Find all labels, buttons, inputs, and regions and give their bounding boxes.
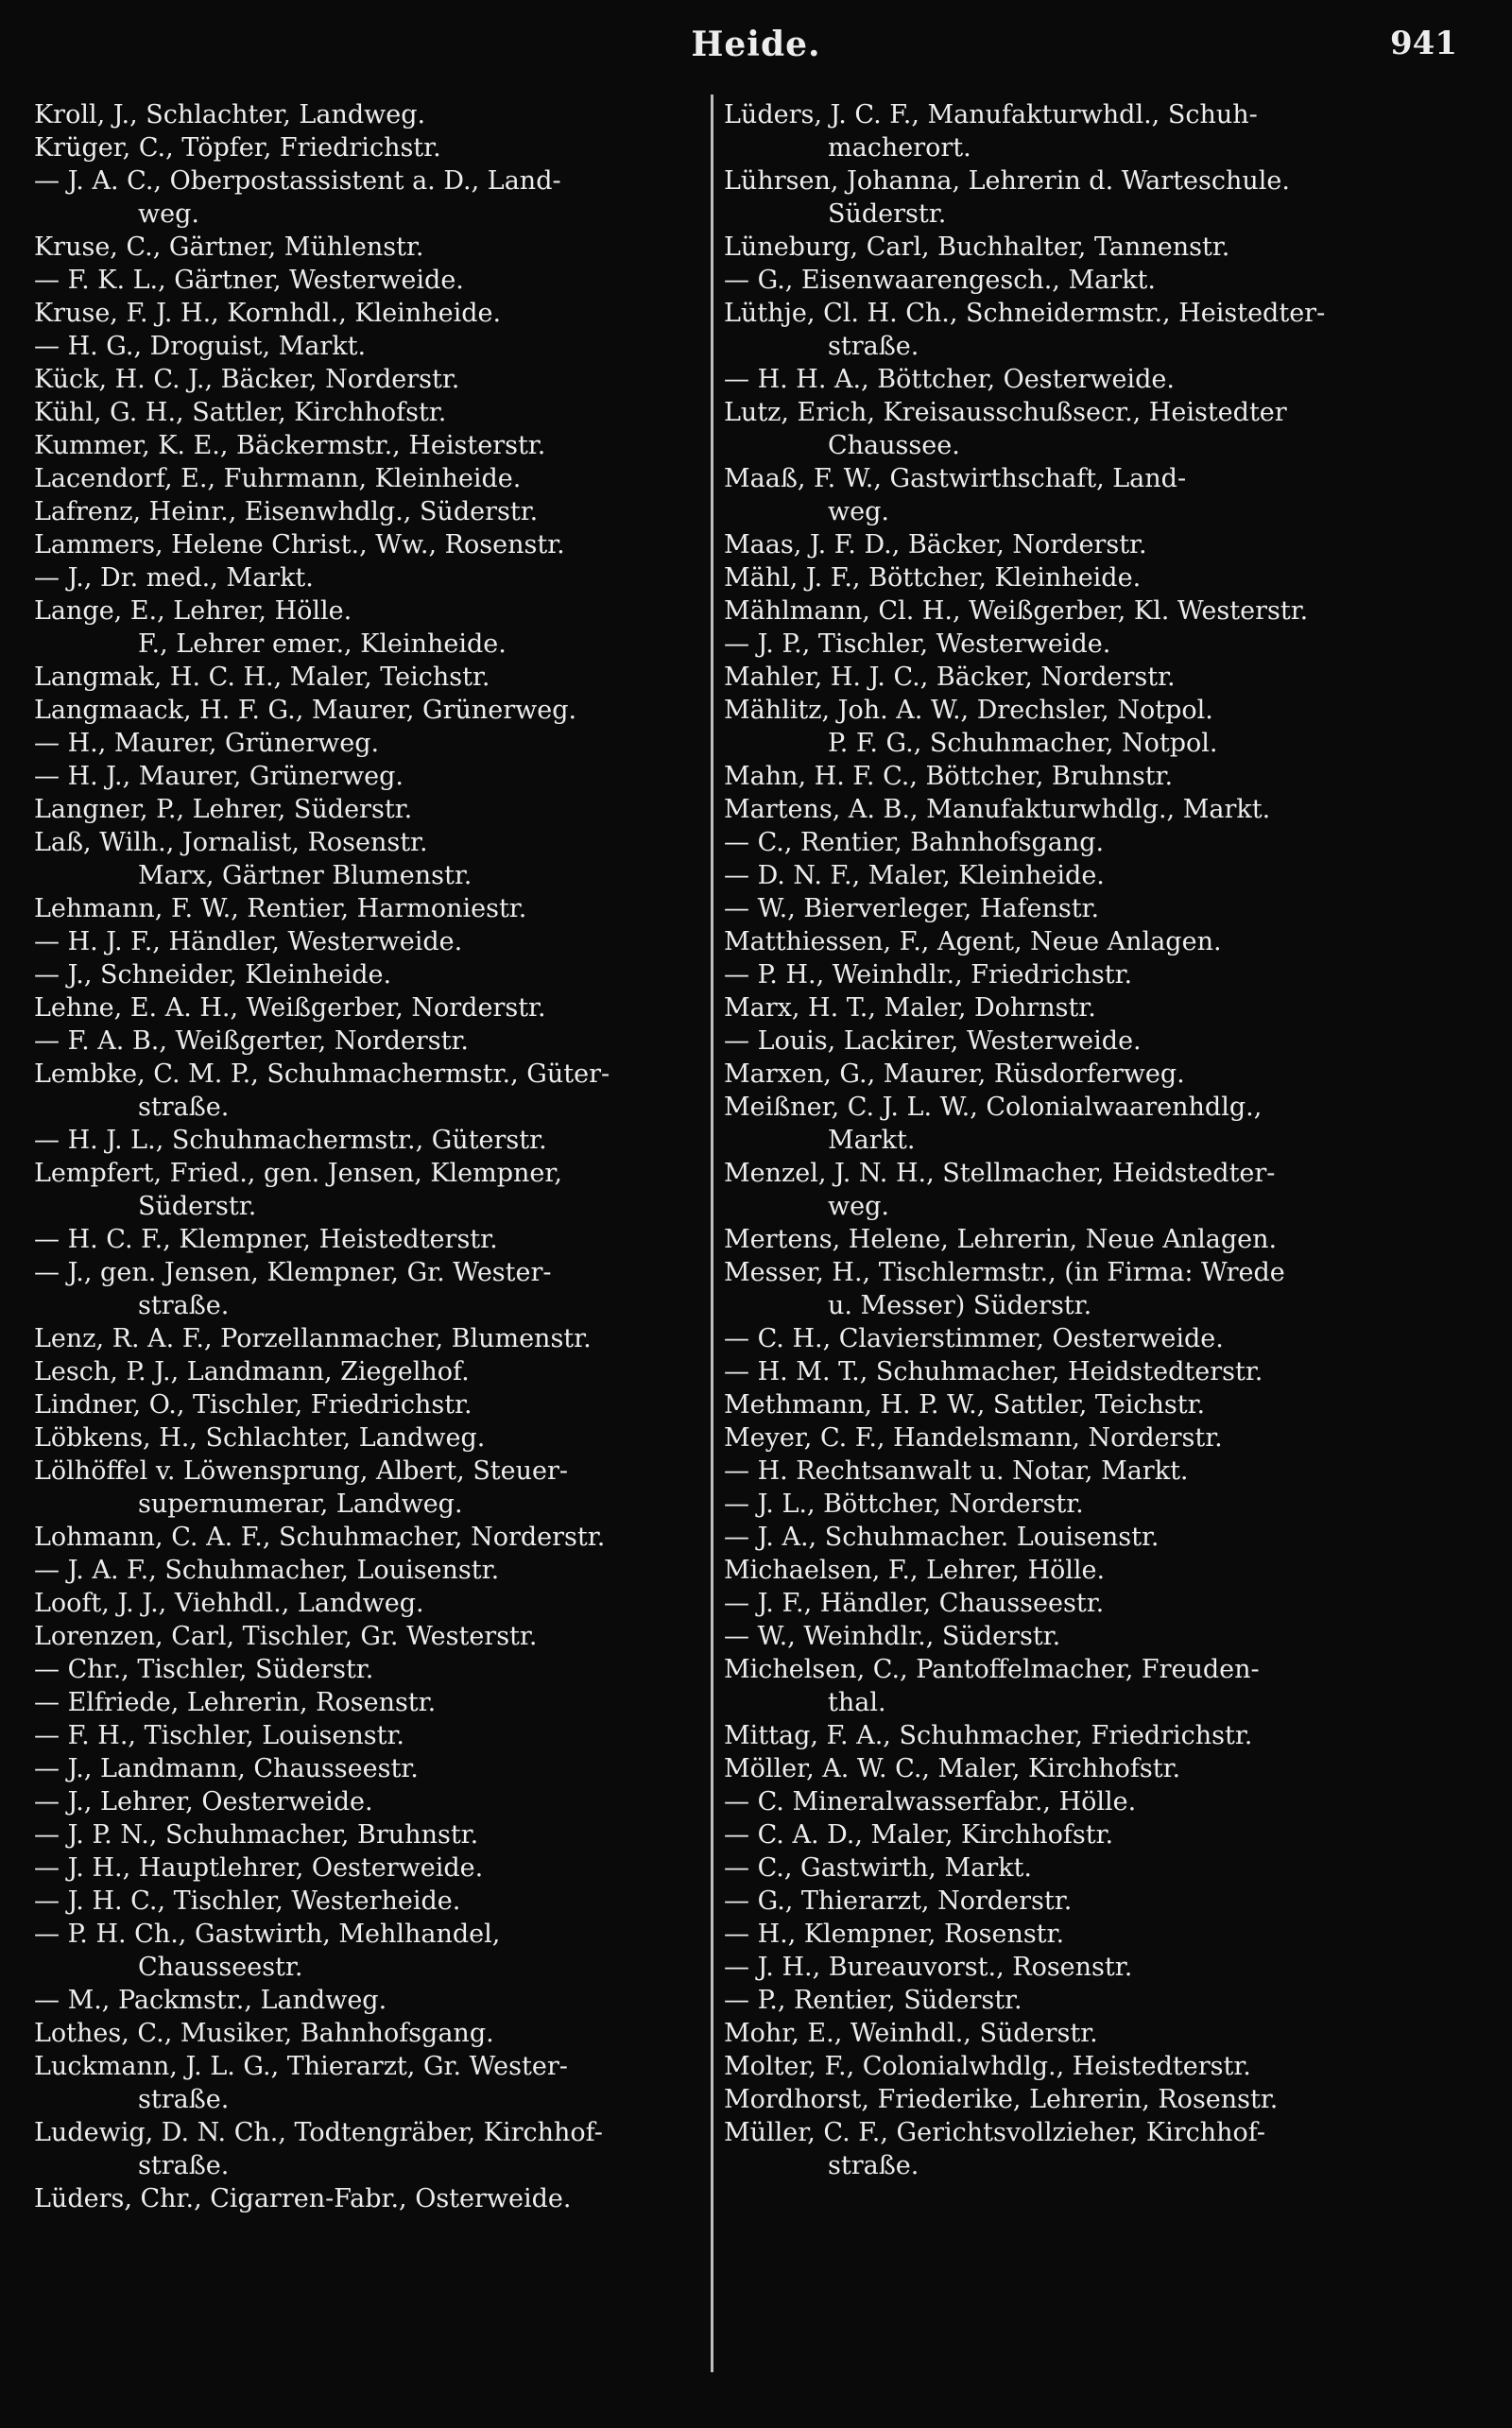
directory-entry-line: — J., Landmann, Chausseestr. <box>34 1754 419 1783</box>
directory-entry-line: Mahn, H. F. C., Böttcher, Bruhnstr. <box>724 762 1174 791</box>
directory-entry-line: Lenz, R. A. F., Porzellanmacher, Blumenstr. <box>34 1324 592 1353</box>
directory-entry-line: Messer, H., Tischlermstr., (in Firma: Wrede <box>724 1258 1285 1287</box>
directory-entry-line: Luckmann, J. L. G., Thierarzt, Gr. Wester- <box>34 2052 568 2081</box>
directory-entry-line: — J. P. N., Schuhmacher, Bruhnstr. <box>34 1820 479 1850</box>
directory-entry-line: Lacendorf, E., Fuhrmann, Kleinheide. <box>34 464 522 493</box>
directory-entry-line: — D. N. F., Maler, Kleinheide. <box>724 861 1105 890</box>
directory-entry-line: Mohr, E., Weinhdl., Süderstr. <box>724 2019 1098 2048</box>
directory-entry-line: — J. L., Böttcher, Norderstr. <box>724 1490 1084 1519</box>
directory-entry-line: Mählitz, Joh. A. W., Drechsler, Notpol. <box>724 696 1213 725</box>
directory-entry-line: — H. J., Maurer, Grünerweg. <box>34 762 404 791</box>
directory-entry-line: — J., Schneider, Kleinheide. <box>34 960 392 990</box>
directory-entry-line: — M., Packmstr., Landweg. <box>34 1986 387 2015</box>
directory-entry-line: Langmak, H. C. H., Maler, Teichstr. <box>34 663 490 692</box>
directory-entry-line: Kück, H. C. J., Bäcker, Norderstr. <box>34 365 460 394</box>
directory-entry-line: Lohmann, C. A. F., Schuhmacher, Norderstr. <box>34 1523 606 1552</box>
directory-entry-line: Lutz, Erich, Kreisausschußsecr., Heistedter <box>724 398 1287 427</box>
directory-entry-line: F., Lehrer emer., Kleinheide. <box>138 629 507 659</box>
directory-entry-line: Lempfert, Fried., gen. Jensen, Klempner, <box>34 1159 562 1188</box>
directory-entry-line: Meißner, C. J. L. W., Colonialwaarenhdlg., <box>724 1093 1263 1122</box>
directory-entry-line: — J. A. C., Oberpostassistent a. D., Land- <box>34 166 561 196</box>
directory-entry-line: weg. <box>828 1192 889 1221</box>
directory-entry-line: Martens, A. B., Manufakturwhdlg., Markt. <box>724 795 1271 824</box>
directory-entry-line: macherort. <box>828 133 971 163</box>
directory-entry-line: weg. <box>828 497 889 526</box>
directory-entry-line: Langmaack, H. F. G., Maurer, Grünerweg. <box>34 696 577 725</box>
directory-entry-line: Kummer, K. E., Bäckermstr., Heisterstr. <box>34 431 546 460</box>
directory-entry-line: Süderstr. <box>828 199 947 229</box>
directory-entry-line: Lehmann, F. W., Rentier, Harmoniestr. <box>34 894 527 923</box>
directory-entry-line: — C., Gastwirth, Markt. <box>724 1853 1032 1883</box>
directory-entry-line: Lange, E., Lehrer, Hölle. <box>34 596 352 626</box>
directory-entry-line: — H. J. L., Schuhmachermstr., Güterstr. <box>34 1126 547 1155</box>
directory-entry-line: Lüders, J. C. F., Manufakturwhdl., Schuh- <box>724 100 1258 129</box>
directory-entry-line: — H. M. T., Schuhmacher, Heidstedterstr. <box>724 1357 1263 1386</box>
directory-entry-line: — J. A., Schuhmacher. Louisenstr. <box>724 1523 1160 1552</box>
directory-entry-line: Michaelsen, F., Lehrer, Hölle. <box>724 1556 1106 1585</box>
directory-entry-line: — H., Klempner, Rosenstr. <box>724 1920 1065 1949</box>
directory-entry-line: — C. A. D., Maler, Kirchhofstr. <box>724 1820 1114 1850</box>
directory-entry-line: supernumerar, Landweg. <box>138 1490 463 1519</box>
directory-entry-line: Mahler, H. J. C., Bäcker, Norderstr. <box>724 663 1176 692</box>
directory-entry-line: Lüneburg, Carl, Buchhalter, Tannenstr. <box>724 232 1230 262</box>
directory-entry-line: Mittag, F. A., Schuhmacher, Friedrichstr. <box>724 1721 1253 1750</box>
directory-entry-line: — F. K. L., Gärtner, Westerweide. <box>34 266 464 295</box>
directory-entry-line: — H. C. F., Klempner, Heistedterstr. <box>34 1225 498 1254</box>
directory-entry-line: — J., Lehrer, Oesterweide. <box>34 1787 373 1817</box>
directory-entry-line: Maaß, F. W., Gastwirthschaft, Land- <box>724 464 1187 493</box>
directory-entry-line: Marx, Gärtner Blumenstr. <box>138 861 472 890</box>
page-title: Heide. <box>691 25 821 64</box>
directory-entry-line: Langner, P., Lehrer, Süderstr. <box>34 795 413 824</box>
directory-entry-line: Chausseestr. <box>138 1953 303 1982</box>
directory-entry-line: Lorenzen, Carl, Tischler, Gr. Westerstr. <box>34 1622 538 1651</box>
directory-entry-line: Michelsen, C., Pantoffelmacher, Freuden- <box>724 1655 1260 1684</box>
directory-entry-line: Chaussee. <box>828 431 960 460</box>
directory-entry-line: — W., Weinhdlr., Süderstr. <box>724 1622 1061 1651</box>
directory-entry-line: — J. H., Bureauvorst., Rosenstr. <box>724 1953 1133 1982</box>
directory-entry-line: straße. <box>138 2085 230 2114</box>
directory-entry-line: Mähl, J. F., Böttcher, Kleinheide. <box>724 563 1142 593</box>
directory-entry-line: Marxen, G., Maurer, Rüsdorferweg. <box>724 1059 1185 1089</box>
directory-entry-line: Lehne, E. A. H., Weißgerber, Norderstr. <box>34 993 546 1023</box>
directory-entry-line: — H. H. A., Böttcher, Oesterweide. <box>724 365 1175 394</box>
directory-entry-line: Laß, Wilh., Jornalist, Rosenstr. <box>34 828 428 857</box>
directory-entry-line: Mordhorst, Friederike, Lehrerin, Rosenstr. <box>724 2085 1279 2114</box>
directory-entry-line: Markt. <box>828 1126 916 1155</box>
directory-entry-line: Süderstr. <box>138 1192 257 1221</box>
directory-entry-line: Mertens, Helene, Lehrerin, Neue Anlagen. <box>724 1225 1278 1254</box>
directory-entry-line: — J. H. C., Tischler, Westerheide. <box>34 1886 461 1916</box>
directory-entry-line: straße. <box>828 2151 919 2180</box>
directory-entry-line: — J. F., Händler, Chausseestr. <box>724 1589 1105 1618</box>
left-column <box>34 98 707 2215</box>
directory-entry-line: — J. A. F., Schuhmacher, Louisenstr. <box>34 1556 500 1585</box>
directory-entry-line: straße. <box>138 2151 230 2180</box>
directory-entry-line: weg. <box>138 199 199 229</box>
directory-entry-line: Menzel, J. N. H., Stellmacher, Heidstedter- <box>724 1159 1276 1188</box>
directory-entry-line: Lafrenz, Heinr., Eisenwhdlg., Süderstr. <box>34 497 539 526</box>
directory-entry-line: u. Messer) Süderstr. <box>828 1291 1092 1320</box>
directory-entry-line: Meyer, C. F., Handelsmann, Norderstr. <box>724 1423 1223 1453</box>
directory-entry-line: Kühl, G. H., Sattler, Kirchhofstr. <box>34 398 447 427</box>
directory-entry-line: Lesch, P. J., Landmann, Ziegelhof. <box>34 1357 470 1386</box>
directory-entry-line: Kruse, C., Gärtner, Mühlenstr. <box>34 232 424 262</box>
column-divider <box>711 95 713 2372</box>
directory-entry-line: Methmann, H. P. W., Sattler, Teichstr. <box>724 1390 1206 1420</box>
directory-entry-line: — F. H., Tischler, Louisenstr. <box>34 1721 404 1750</box>
directory-entry-line: Lembke, C. M. P., Schuhmachermstr., Güter- <box>34 1059 610 1089</box>
directory-entry-line: Lölhöffel v. Löwensprung, Albert, Steuer- <box>34 1456 569 1486</box>
directory-entry-line: — G., Thierarzt, Norderstr. <box>724 1886 1073 1916</box>
directory-entry-line: Kruse, F. J. H., Kornhdl., Kleinheide. <box>34 299 502 328</box>
directory-entry-line: Lührsen, Johanna, Lehrerin d. Warteschule. <box>724 166 1290 196</box>
directory-entry-line: — Elfriede, Lehrerin, Rosenstr. <box>34 1688 437 1717</box>
directory-entry-line: Matthiessen, F., Agent, Neue Anlagen. <box>724 927 1222 956</box>
directory-entry-line: — P., Rentier, Süderstr. <box>724 1986 1022 2015</box>
directory-entry-line: straße. <box>138 1291 230 1320</box>
directory-entry-line: — C., Rentier, Bahnhofsgang. <box>724 828 1105 857</box>
directory-entry-line: — P. H. Ch., Gastwirth, Mehlhandel, <box>34 1920 501 1949</box>
directory-entry-line: Looft, J. J., Viehhdl., Landweg. <box>34 1589 424 1618</box>
directory-entry-line: Müller, C. F., Gerichtsvollzieher, Kirchhof- <box>724 2118 1265 2147</box>
directory-entry-line: Lüders, Chr., Cigarren-Fabr., Osterweide. <box>34 2184 572 2213</box>
directory-entry-line: — J. H., Hauptlehrer, Oesterweide. <box>34 1853 484 1883</box>
directory-entry-line: Ludewig, D. N. Ch., Todtengräber, Kirchhof- <box>34 2118 603 2147</box>
directory-entry-line: Mählmann, Cl. H., Weißgerber, Kl. Westerstr. <box>724 596 1309 626</box>
directory-entry-line: Lüthje, Cl. H. Ch., Schneidermstr., Heistedter- <box>724 299 1326 328</box>
directory-entry-line: Löbkens, H., Schlachter, Landweg. <box>34 1423 486 1453</box>
directory-entry-line: — H. J. F., Händler, Westerweide. <box>34 927 463 956</box>
directory-entry-line: — H. G., Droguist, Markt. <box>34 332 367 361</box>
directory-entry-line: straße. <box>138 1093 230 1122</box>
directory-entry-line: — J., gen. Jensen, Klempner, Gr. Wester- <box>34 1258 552 1287</box>
directory-entry-line: — P. H., Weinhdlr., Friedrichstr. <box>724 960 1133 990</box>
directory-entry-line: P. F. G., Schuhmacher, Notpol. <box>828 729 1218 758</box>
directory-entry-line: Lindner, O., Tischler, Friedrichstr. <box>34 1390 472 1420</box>
directory-entry-line: — Louis, Lackirer, Westerweide. <box>724 1026 1142 1056</box>
directory-entry-line: — Chr., Tischler, Süderstr. <box>34 1655 374 1684</box>
directory-entry-line: — J. P., Tischler, Westerweide. <box>724 629 1111 659</box>
directory-entry-line: Maas, J. F. D., Bäcker, Norderstr. <box>724 530 1147 560</box>
directory-entry-line: Krüger, C., Töpfer, Friedrichstr. <box>34 133 441 163</box>
page-number: 941 <box>1390 25 1457 62</box>
directory-entry-line: — F. A. B., Weißgerter, Norderstr. <box>34 1026 470 1056</box>
page-header <box>38 25 1474 81</box>
directory-entry-line: Marx, H. T., Maler, Dohrnstr. <box>724 993 1096 1023</box>
directory-entry-line: — H. Rechtsanwalt u. Notar, Markt. <box>724 1456 1189 1486</box>
directory-entry-line: thal. <box>828 1688 886 1717</box>
directory-entry-line: — J., Dr. med., Markt. <box>34 563 314 593</box>
directory-entry-line: Lothes, C., Musiker, Bahnhofsgang. <box>34 2019 494 2048</box>
directory-entry-line: Kroll, J., Schlachter, Landweg. <box>34 100 426 129</box>
directory-entry-line: Möller, A. W. C., Maler, Kirchhofstr. <box>724 1754 1181 1783</box>
directory-entry-line: Lammers, Helene Christ., Ww., Rosenstr. <box>34 530 565 560</box>
directory-entry-line: — W., Bierverleger, Hafenstr. <box>724 894 1100 923</box>
directory-entry-line: straße. <box>828 332 919 361</box>
directory-entry-line: — C. H., Clavierstimmer, Oesterweide. <box>724 1324 1224 1353</box>
directory-entry-line: Molter, F., Colonialwhdlg., Heistedterstr. <box>724 2052 1251 2081</box>
directory-entry-line: — G., Eisenwaarengesch., Markt. <box>724 266 1156 295</box>
directory-entry-line: — H., Maurer, Grünerweg. <box>34 729 380 758</box>
right-column <box>724 98 1489 2182</box>
directory-entry-line: — C. Mineralwasserfabr., Hölle. <box>724 1787 1137 1817</box>
